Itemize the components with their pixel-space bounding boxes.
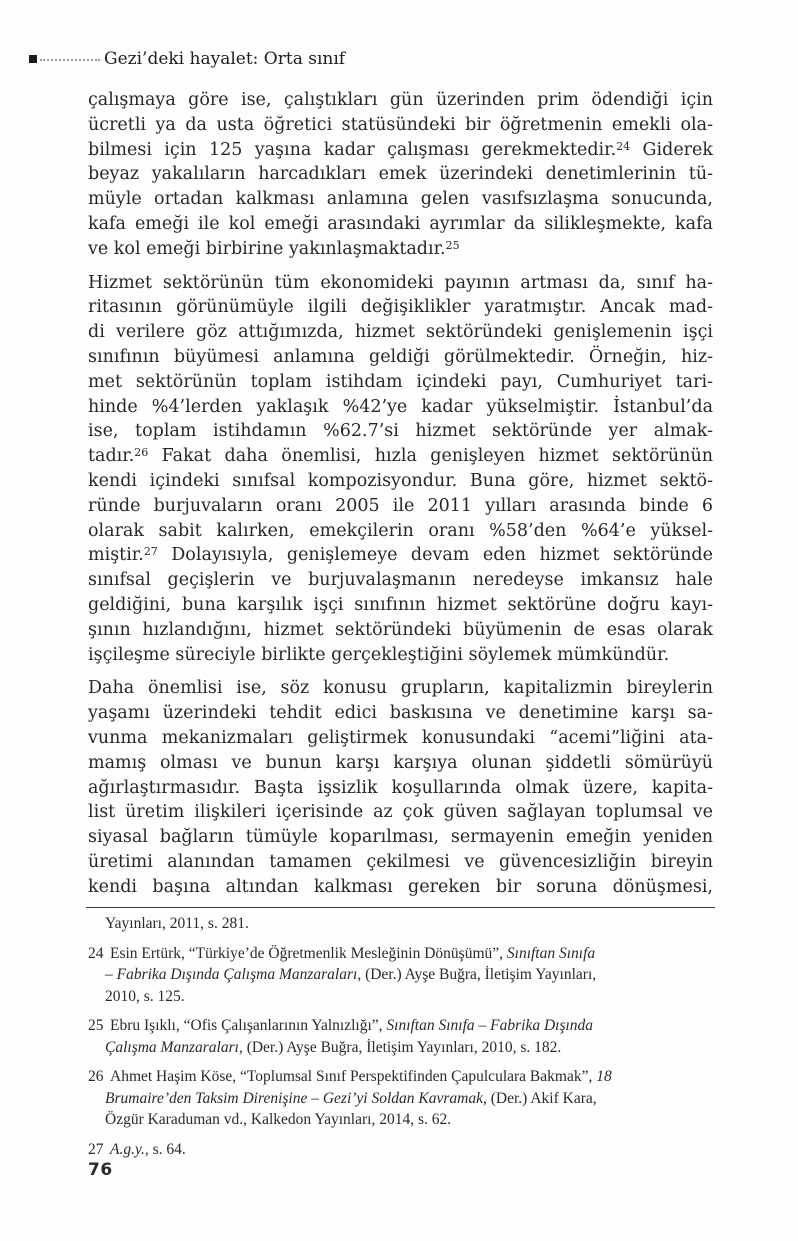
- dotted-leader-line: [40, 59, 100, 61]
- footnote-line: – Fabrika Dışında Çalışma Manzaraları, (Der.) Ayşe Buğra, İletişim Yayınları,: [105, 966, 597, 983]
- body-line: siyasal bağların tümüyle koparılması, sermayenin emeğin yeniden: [88, 827, 713, 848]
- body-text: [88, 88, 713, 909]
- footnote: [88, 1139, 715, 1161]
- footnote-marker: 24: [616, 139, 631, 153]
- body-line: Daha önemlisi ise, söz konusu grupların, kapitalizmin bireylerin: [88, 678, 713, 699]
- footnote: [88, 943, 715, 1008]
- body-line: di verilere göz attığımızda, hizmet sektöründeki genişlemenin işçi: [88, 322, 713, 343]
- footnote-number: 26: [88, 1068, 104, 1085]
- body-line: hinde %4’lerden yaklaşık %42’ye kadar yükselmiştir. İstanbul’da: [88, 396, 713, 417]
- body-line: list üretim ilişkileri içerisinde az çok güven sağlayan toplumsal ve: [88, 802, 713, 823]
- footnote-line: Özgür Karaduman vd., Kalkedon Yayınları, 2014, s. 62.: [105, 1111, 452, 1128]
- body-line: ağırlaştırmasıdır. Başta işsizlik koşullarında olmak üzere, kapita-: [88, 777, 713, 798]
- body-line: ründe burjuvaların oranı 2005 ile 2011 yılları arasında binde 6: [88, 495, 713, 516]
- body-line: tadır.$^{26}$ Fakat daha önemlisi, hızla genişleyen hizmet sektörünün: [88, 446, 713, 467]
- paragraph: [88, 88, 713, 262]
- body-line: met sektörünün toplam istihdam içindeki payı, Cumhuriyet tari-: [88, 371, 713, 392]
- body-line: yaşamı üzerindeki tehdit edici baskısına ve denetimine karşı sa-: [88, 703, 713, 724]
- running-header: [29, 49, 345, 69]
- footnote-line: A.g.y., s. 64.: [110, 1140, 186, 1158]
- body-line: sınıfının büyümesi anlamına geldiği görülmektedir. Örneğin, hiz-: [88, 346, 713, 367]
- body-line: işçileşme süreciyle birlikte gerçekleştiğini söylemek mümkündür.: [88, 644, 670, 665]
- body-line: geldiğini, buna karşılık işçi sınıfının hizmet sektörüne doğru kayı-: [88, 594, 713, 615]
- body-line: bilmesi için 125 yaşına kadar çalışması gerekmektedir.$^{24}$ Giderek: [88, 139, 713, 160]
- page-number: 76: [88, 1160, 113, 1180]
- body-line: ise, toplam istihdamın %62.7’si hizmet sektöründe yer almak-: [88, 421, 713, 442]
- footnote-line: Ebru Işıklı, “Ofis Çalışanlarının Yalnızlığı”, Sınıftan Sınıfa – Fabrika Dışında: [110, 1017, 594, 1034]
- body-line: beyaz yakalıların harcadıkları emek üzerindeki denetimlerinin tü-: [88, 164, 713, 185]
- footnote-line: Esin Ertürk, “Türkiye’de Öğretmenlik Mesleğinin Dönüşümü”, Sınıftan Sınıfa: [110, 944, 596, 962]
- body-line: şının hızlandığını, hizmet sektöründeki büyümenin de esas olarak: [88, 619, 713, 640]
- body-line: miştir.$^{27}$ Dolayısıyla, genişlemeye devam eden hizmet sektöründe: [88, 545, 713, 566]
- footnote-line: Ahmet Haşim Köse, “Toplumsal Sınıf Perspektifinden Çapulculara Bakmak”, 18: [110, 1068, 612, 1085]
- footnote-number: 27: [88, 1140, 104, 1158]
- paragraph: [88, 271, 713, 668]
- body-line: kendi başına altından kalkması gereken bir soruna dönüşmesi,: [88, 876, 713, 897]
- body-line: kafa emeği ile kol emeği arasındaki ayrımlar da silikleşmekte, kafa: [88, 213, 713, 234]
- footnote-line: 2010, s. 125.: [105, 987, 185, 1005]
- body-line: mamış olması ve bunun karşı karşıya olunan şiddetli sömürüyü: [88, 752, 713, 773]
- footnote: [88, 1066, 715, 1131]
- body-line: müyle ortadan kalkması anlamına gelen vasıfsızlaşma sonucunda,: [88, 189, 713, 210]
- body-line: ritasının görünümüyle ilgili değişiklikler yaratmıştır. Ancak mad-: [88, 297, 713, 318]
- footnote-number: 24: [88, 944, 104, 962]
- footnote-line: Yayınları, 2011, s. 281.: [105, 915, 249, 932]
- paragraph: [88, 676, 713, 899]
- footnote-number: 25: [88, 1017, 104, 1034]
- square-bullet-icon: [29, 55, 37, 63]
- footnote: [88, 913, 715, 935]
- footnote: [88, 1015, 715, 1058]
- body-line: çalışmaya göre ise, çalıştıkları gün üzerinden prim ödendiği için: [88, 90, 713, 110]
- footnote-rule: [86, 907, 715, 908]
- footnote-line: Çalışma Manzaraları, (Der.) Ayşe Buğra, İletişim Yayınları, 2010, s. 182.: [105, 1038, 562, 1056]
- body-line: olarak sabit kalırken, emekçilerin oranı %58’den %64’e yüksel-: [88, 520, 713, 541]
- body-line: kendi içindeki sınıfsal kompozisyondur. Buna göre, hizmet sektö-: [88, 470, 713, 491]
- body-line: sınıfsal geçişlerin ve burjuvalaşmanın neredeyse imkansız hale: [88, 570, 713, 591]
- footnote-line: Brumaire’den Taksim Direnişine – Gezi’yi Soldan Kavramak, (Der.) Akif Kara,: [105, 1089, 597, 1107]
- footnote-marker: 26: [134, 446, 149, 460]
- body-line: ücretli ya da usta öğretici statüsündeki bir öğretmenin emekli ola-: [88, 114, 713, 135]
- footnote-marker: 25: [445, 238, 460, 252]
- body-line: ve kol emeği birbirine yakınlaşmaktadır.$^{25}$: [88, 238, 460, 259]
- body-line: Hizmet sektörünün tüm ekonomideki payının artması da, sınıf ha-: [88, 272, 713, 293]
- body-line: üretimi alanından tamamen çekilmesi ve güvencesizliğin bireyin: [88, 851, 713, 872]
- footnotes: [88, 913, 715, 1168]
- body-line: vunma mekanizmaları geliştirmek konusundaki “acemi”liğini ata-: [88, 727, 713, 748]
- chapter-title: Gezi’deki hayalet: Orta sınıf: [104, 49, 346, 69]
- footnote-marker: 27: [143, 545, 158, 559]
